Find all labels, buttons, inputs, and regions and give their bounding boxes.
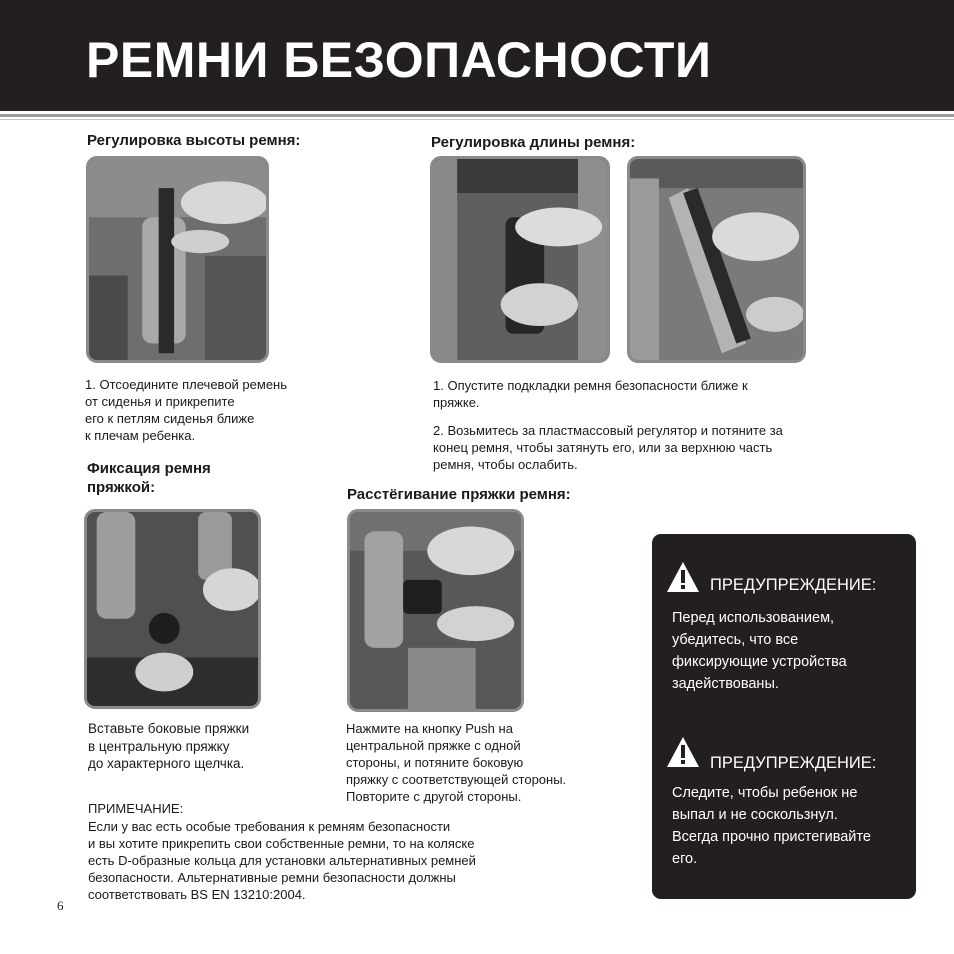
photo-strap-length-2 — [627, 156, 806, 363]
warning-title-2: ПРЕДУПРЕЖДЕНИЕ: — [710, 754, 877, 772]
text-strap-height: 1. Отсоедините плечевой ремень от сиденья и прикрепите его к петлям сиденья ближе к плечам ребенка. — [85, 377, 288, 443]
header-rule-thin — [0, 119, 954, 120]
header-rule — [0, 114, 954, 117]
warning-text-1: Перед использованием, убедитесь, что все фиксирующие устройства задействованы. — [672, 610, 847, 692]
photo-strap-height — [86, 156, 269, 363]
heading-strap-length: Регулировка длины ремня: — [431, 134, 636, 151]
note-text: Если у вас есть особые требования к ремням безопасности и вы хотите прикрепить свои собственные ремни, то на коляске есть D-образные кольца для установки альтернативных ремней безопасности. Альтернативные ремни безопасности должны соответствовать BS EN 13210:2004. — [88, 819, 476, 902]
heading-buckle-fix: Фиксация ремня пряжкой: — [87, 460, 211, 496]
photo-buckle-fix — [84, 509, 261, 709]
warning-triangle-icon — [666, 561, 700, 593]
photo-strap-length-1 — [430, 156, 610, 363]
page-header — [0, 0, 954, 111]
note-label: ПРИМЕЧАНИЕ: — [88, 801, 184, 816]
text-strap-length-step2: 2. Возьмитесь за пластмассовый регулятор и потяните за конец ремня, чтобы затянуть его, или за верхнюю часть ремня, чтобы ослабить. — [433, 423, 783, 472]
page-number: 6 — [57, 898, 64, 913]
photo-buckle-release — [347, 509, 524, 712]
warning-text-2: Следите, чтобы ребенок не выпал и не соскользнул. Всегда прочно пристегивайте его. — [672, 785, 871, 867]
page-title: РЕМНИ БЕЗОПАСНОСТИ — [86, 32, 712, 88]
heading-strap-height: Регулировка высоты ремня: — [87, 132, 301, 149]
text-buckle-fix: Вставьте боковые пряжки в центральную пряжку до характерного щелчка. — [88, 721, 250, 771]
text-buckle-release: Нажмите на кнопку Push на центральной пряжке с одной стороны, и потяните боковую пряжку с соответствующей стороны. Повторите с другой стороны. — [346, 721, 567, 804]
heading-buckle-release: Расстёгивание пряжки ремня: — [347, 486, 571, 503]
warning-box — [652, 534, 916, 899]
warning-title-1: ПРЕДУПРЕЖДЕНИЕ: — [710, 576, 877, 594]
text-strap-length-step1: 1. Опустите подкладки ремня безопасности ближе к пряжке. — [433, 378, 748, 410]
warning-triangle-icon — [666, 736, 700, 768]
